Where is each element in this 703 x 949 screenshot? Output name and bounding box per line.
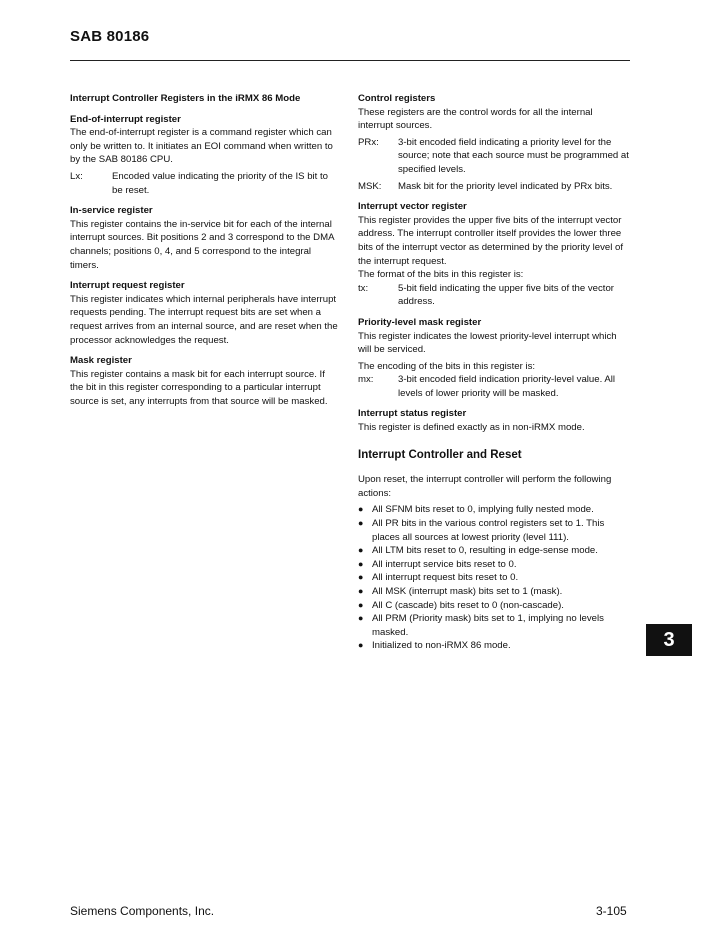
prx-term: PRx: — [358, 136, 379, 148]
reset-intro: Upon reset, the interrupt controller will perform the following actions: — [358, 474, 612, 499]
control-def-msk — [358, 180, 630, 194]
priority-mask-definition — [358, 373, 630, 400]
tx-desc: 5-bit field indicating the upper five bits of the vector address. — [398, 282, 614, 308]
list-item — [358, 639, 630, 653]
in-service-heading: In-service register — [70, 205, 153, 217]
in-service-body: This register contains the in-service bit for each of the internal interrupt sources. Bit positions 2 and 3 correspond to the DMA channels; positions 0, 4, and 5 correspond to the integral timers. — [70, 218, 334, 271]
list-item — [358, 558, 630, 572]
eoi-definition — [70, 170, 340, 197]
bullet-icon: ● — [358, 586, 364, 596]
vector-body: This register provides the upper five bits of the interrupt vector address. The interrupt controller itself provides the lower three bits of the interrupt vector as determined by the priority level of the interrupt request. — [358, 214, 624, 267]
list-item-text: All SFNM bits reset to 0, implying fully nested mode. — [372, 504, 594, 516]
section-title: Interrupt Controller Registers in the iRMX 86 Mode — [70, 93, 301, 104]
eoi-desc: Encoded value indicating the priority of the IS bit to be reset. — [112, 170, 328, 196]
right-column — [358, 92, 630, 653]
prx-desc: 3-bit encoded field indicating a priority level for the source; note that each source must be programmed at specified levels. — [398, 136, 629, 175]
mx-term: mx: — [358, 374, 374, 386]
list-item-text: All C (cascade) bits reset to 0 (non-cascade). — [372, 599, 564, 611]
header-rule — [70, 60, 630, 61]
bullet-icon: ● — [358, 545, 364, 556]
list-item-text: All PRM (Priority mask) bits set to 1, implying no levels masked. — [372, 613, 604, 638]
footer-page-number: 3-105 — [596, 904, 627, 918]
page-header-title: SAB 80186 — [70, 28, 150, 45]
vector-definition — [358, 282, 630, 309]
bullet-icon: ● — [358, 518, 364, 529]
reset-actions-list — [358, 503, 630, 653]
eoi-body: The end-of-interrupt register is a command register which can only be written to. It initiates an EOI command when written to by the SAB 80186 CPU. — [70, 127, 333, 166]
list-item-text: All MSK (interrupt mask) bits set to 1 (mask). — [372, 586, 563, 597]
vector-format-line: The format of the bits in this register is: — [358, 269, 524, 281]
mx-desc: 3-bit encoded field indication priority-level value. All levels of lower priority will be masked. — [398, 374, 616, 399]
list-item-text: All interrupt service bits reset to 0. — [372, 558, 517, 570]
bullet-icon: ● — [358, 613, 364, 624]
bullet-icon: ● — [358, 572, 364, 583]
list-item-text: Initialized to non-iRMX 86 mode. — [372, 640, 511, 652]
list-item-text: All PR bits in the various control registers set to 1. This places all sources at lowest priority (level 111). — [372, 518, 605, 543]
list-item — [358, 503, 630, 517]
interrupt-request-body: This register indicates which internal peripherals have interrupt requests pending. The interrupt request bits are set when a request arrives from an internal source, and are reset when the processor acknowledges the request. — [70, 293, 338, 346]
chapter-tab-marker: 3 — [646, 624, 692, 656]
mask-body: This register contains a mask bit for each interrupt source. If the bit in this register corresponding to a particular interrupt source is set, any interrupts from that source will be masked. — [70, 368, 328, 407]
interrupt-request-heading: Interrupt request register — [70, 280, 185, 292]
control-heading: Control registers — [358, 93, 436, 104]
mask-heading: Mask register — [70, 355, 132, 367]
tx-term: tx: — [358, 282, 369, 294]
vector-heading: Interrupt vector register — [358, 201, 467, 213]
priority-mask-body: This register indicates the lowest priority-level interrupt which will be serviced. — [358, 330, 617, 356]
bullet-icon: ● — [358, 599, 364, 610]
bullet-icon: ● — [358, 504, 364, 515]
list-item — [358, 612, 630, 639]
eoi-term: Lx: — [70, 170, 83, 182]
control-body: These registers are the control words for all the internal interrupt sources. — [358, 106, 593, 132]
list-item — [358, 599, 630, 613]
status-heading: Interrupt status register — [358, 408, 467, 420]
priority-mask-heading: Priority-level mask register — [358, 316, 482, 328]
list-item — [358, 517, 630, 544]
priority-mask-encoding-line: The encoding of the bits in this register is: — [358, 360, 536, 372]
left-column — [70, 92, 340, 408]
bullet-icon: ● — [358, 640, 364, 651]
list-item — [358, 571, 630, 585]
list-item-text: All LTM bits reset to 0, resulting in edge-sense mode. — [372, 545, 598, 557]
footer-publisher: Siemens Components, Inc. — [70, 904, 215, 918]
list-item — [358, 585, 630, 599]
reset-heading: Interrupt Controller and Reset — [358, 448, 522, 461]
eoi-heading: End-of-interrupt register — [70, 113, 181, 125]
bullet-icon: ● — [358, 558, 364, 569]
list-item-text: All interrupt request bits reset to 0. — [372, 572, 519, 584]
control-def-prx — [358, 136, 630, 177]
list-item — [358, 544, 630, 558]
msk-desc: Mask bit for the priority level indicated by PRx bits. — [398, 180, 613, 192]
msk-term: MSK: — [358, 180, 382, 192]
status-body: This register is defined exactly as in non-iRMX mode. — [358, 422, 585, 434]
